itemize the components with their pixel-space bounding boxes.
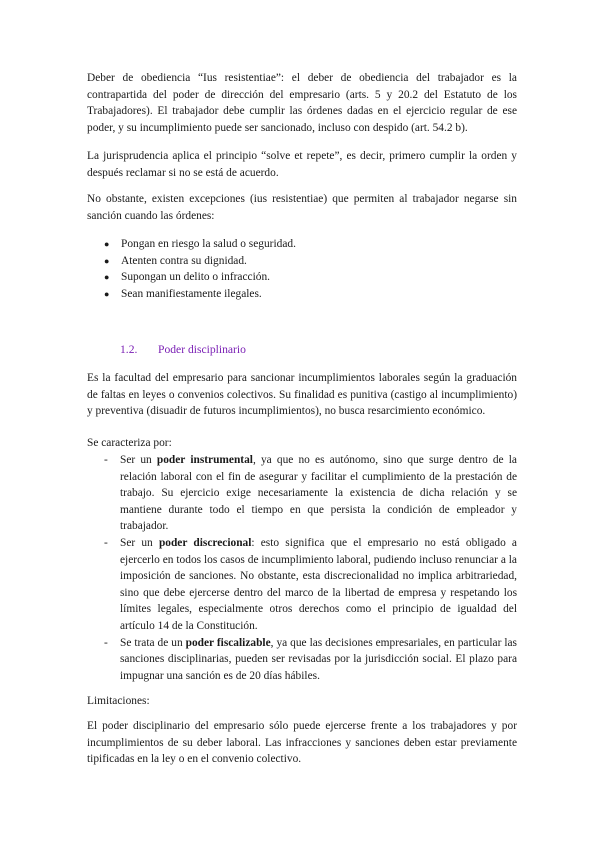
bold-term: poder instrumental xyxy=(156,454,253,466)
bullet-icon: ● xyxy=(104,239,110,249)
dash-icon: - xyxy=(104,454,108,466)
paragraph-limitations: El poder disciplinario del empresario sólo puede ejercerse frente a los trabajadores y por incumplimientos de su deber laboral. Las infracciones y sanciones deben estar previamente tipificadas en la ley o en el convenio colectivo. xyxy=(87,720,517,766)
paragraph-solve-et-repete: La jurisprudencia aplica el principio “solve et repete”, es decir, primero cumplir la orden y después reclamar si no se está de acuerdo. xyxy=(87,150,517,179)
bold-term: poder discrecional xyxy=(158,536,252,549)
bullet-icon: ● xyxy=(104,288,110,299)
paragraph-characteristics-intro: Se caracteriza por: xyxy=(87,437,172,449)
list-item: - Ser un poder discrecional: esto significa que el empresario no está obligado a ejercerlo en todos los casos de incumplimiento laboral, pudiendo incluso renunciar a la imposición de sanciones. No obstante, esta discrecionalidad no implica arbitrariedad, sino que debe ejercerse dentro del marco de la libertad de empresa y respetando los límites legales, especialmente otros derechos como el principio de igualdad del artículo 14 de la Constitución. xyxy=(104,536,517,632)
section-heading xyxy=(120,342,246,359)
list-item: - Ser un poder instrumental, ya que no es autónomo, sino que surge dentro de la relación laboral con el fin de asegurar y facilitar el cumplimiento de la prestación de trabajo. Su ejercicio exige necesariamente la existencia de dicha relación y se mantiene durante todo el tiempo en que persista la condición de empleador y trabajador. xyxy=(104,454,517,533)
paragraph-exceptions: No obstante, existen excepciones (ius resistentiae) que permiten al trabajador negarse sin sanción cuando las órdenes: xyxy=(87,193,517,222)
paragraph-definition: Es la facultad del empresario para sancionar incumplimientos laborales según la graduación de faltas en leyes o convenios colectivos. Su finalidad es punitiva (castigo al incumplimiento) y preventiva (disuadir de futuros incumplimientos), no busca resarcimiento económico. xyxy=(87,372,517,418)
bold-term: poder fiscalizable xyxy=(185,636,271,649)
dash-icon: - xyxy=(104,636,108,649)
characteristics-list xyxy=(87,452,517,684)
bullet-icon: ● xyxy=(104,255,110,266)
bullet-icon: ● xyxy=(104,272,110,283)
paragraph-ius-resistentiae: Deber de obediencia “Ius resistentiae”: el deber de obediencia del trabajador es la contrapartida del poder de dirección del empresario (arts. 5 y 20.2 del Estatuto de los Trabajadores). El trabajador debe cumplir las órdenes dadas en el ejercicio regular de ese poder, y su incumplimiento puede ser sancionado, incluso con despido (art. 54.2 b). xyxy=(87,72,517,134)
section-title: Poder disciplinario xyxy=(158,343,246,356)
list-item: ● Supongan un delito o infracción. xyxy=(87,269,517,286)
exceptions-list xyxy=(87,236,517,302)
paragraph-limitations-title: Limitaciones: xyxy=(87,695,150,707)
section-number: 1.2. xyxy=(120,343,138,356)
list-item: ● Sean manifiestamente ilegales. xyxy=(87,286,517,303)
list-item: - Se trata de un poder fiscalizable, ya que las decisiones empresariales, en particular las sanciones disciplinarias, pueden ser revisadas por la jurisdicción social. El plazo para impugnar una sanción es de 20 días hábiles. xyxy=(104,636,517,682)
dash-icon: - xyxy=(104,536,108,549)
list-item: ● Pongan en riesgo la salud o seguridad. xyxy=(87,236,517,253)
list-item: ● Atenten contra su dignidad. xyxy=(87,253,517,270)
